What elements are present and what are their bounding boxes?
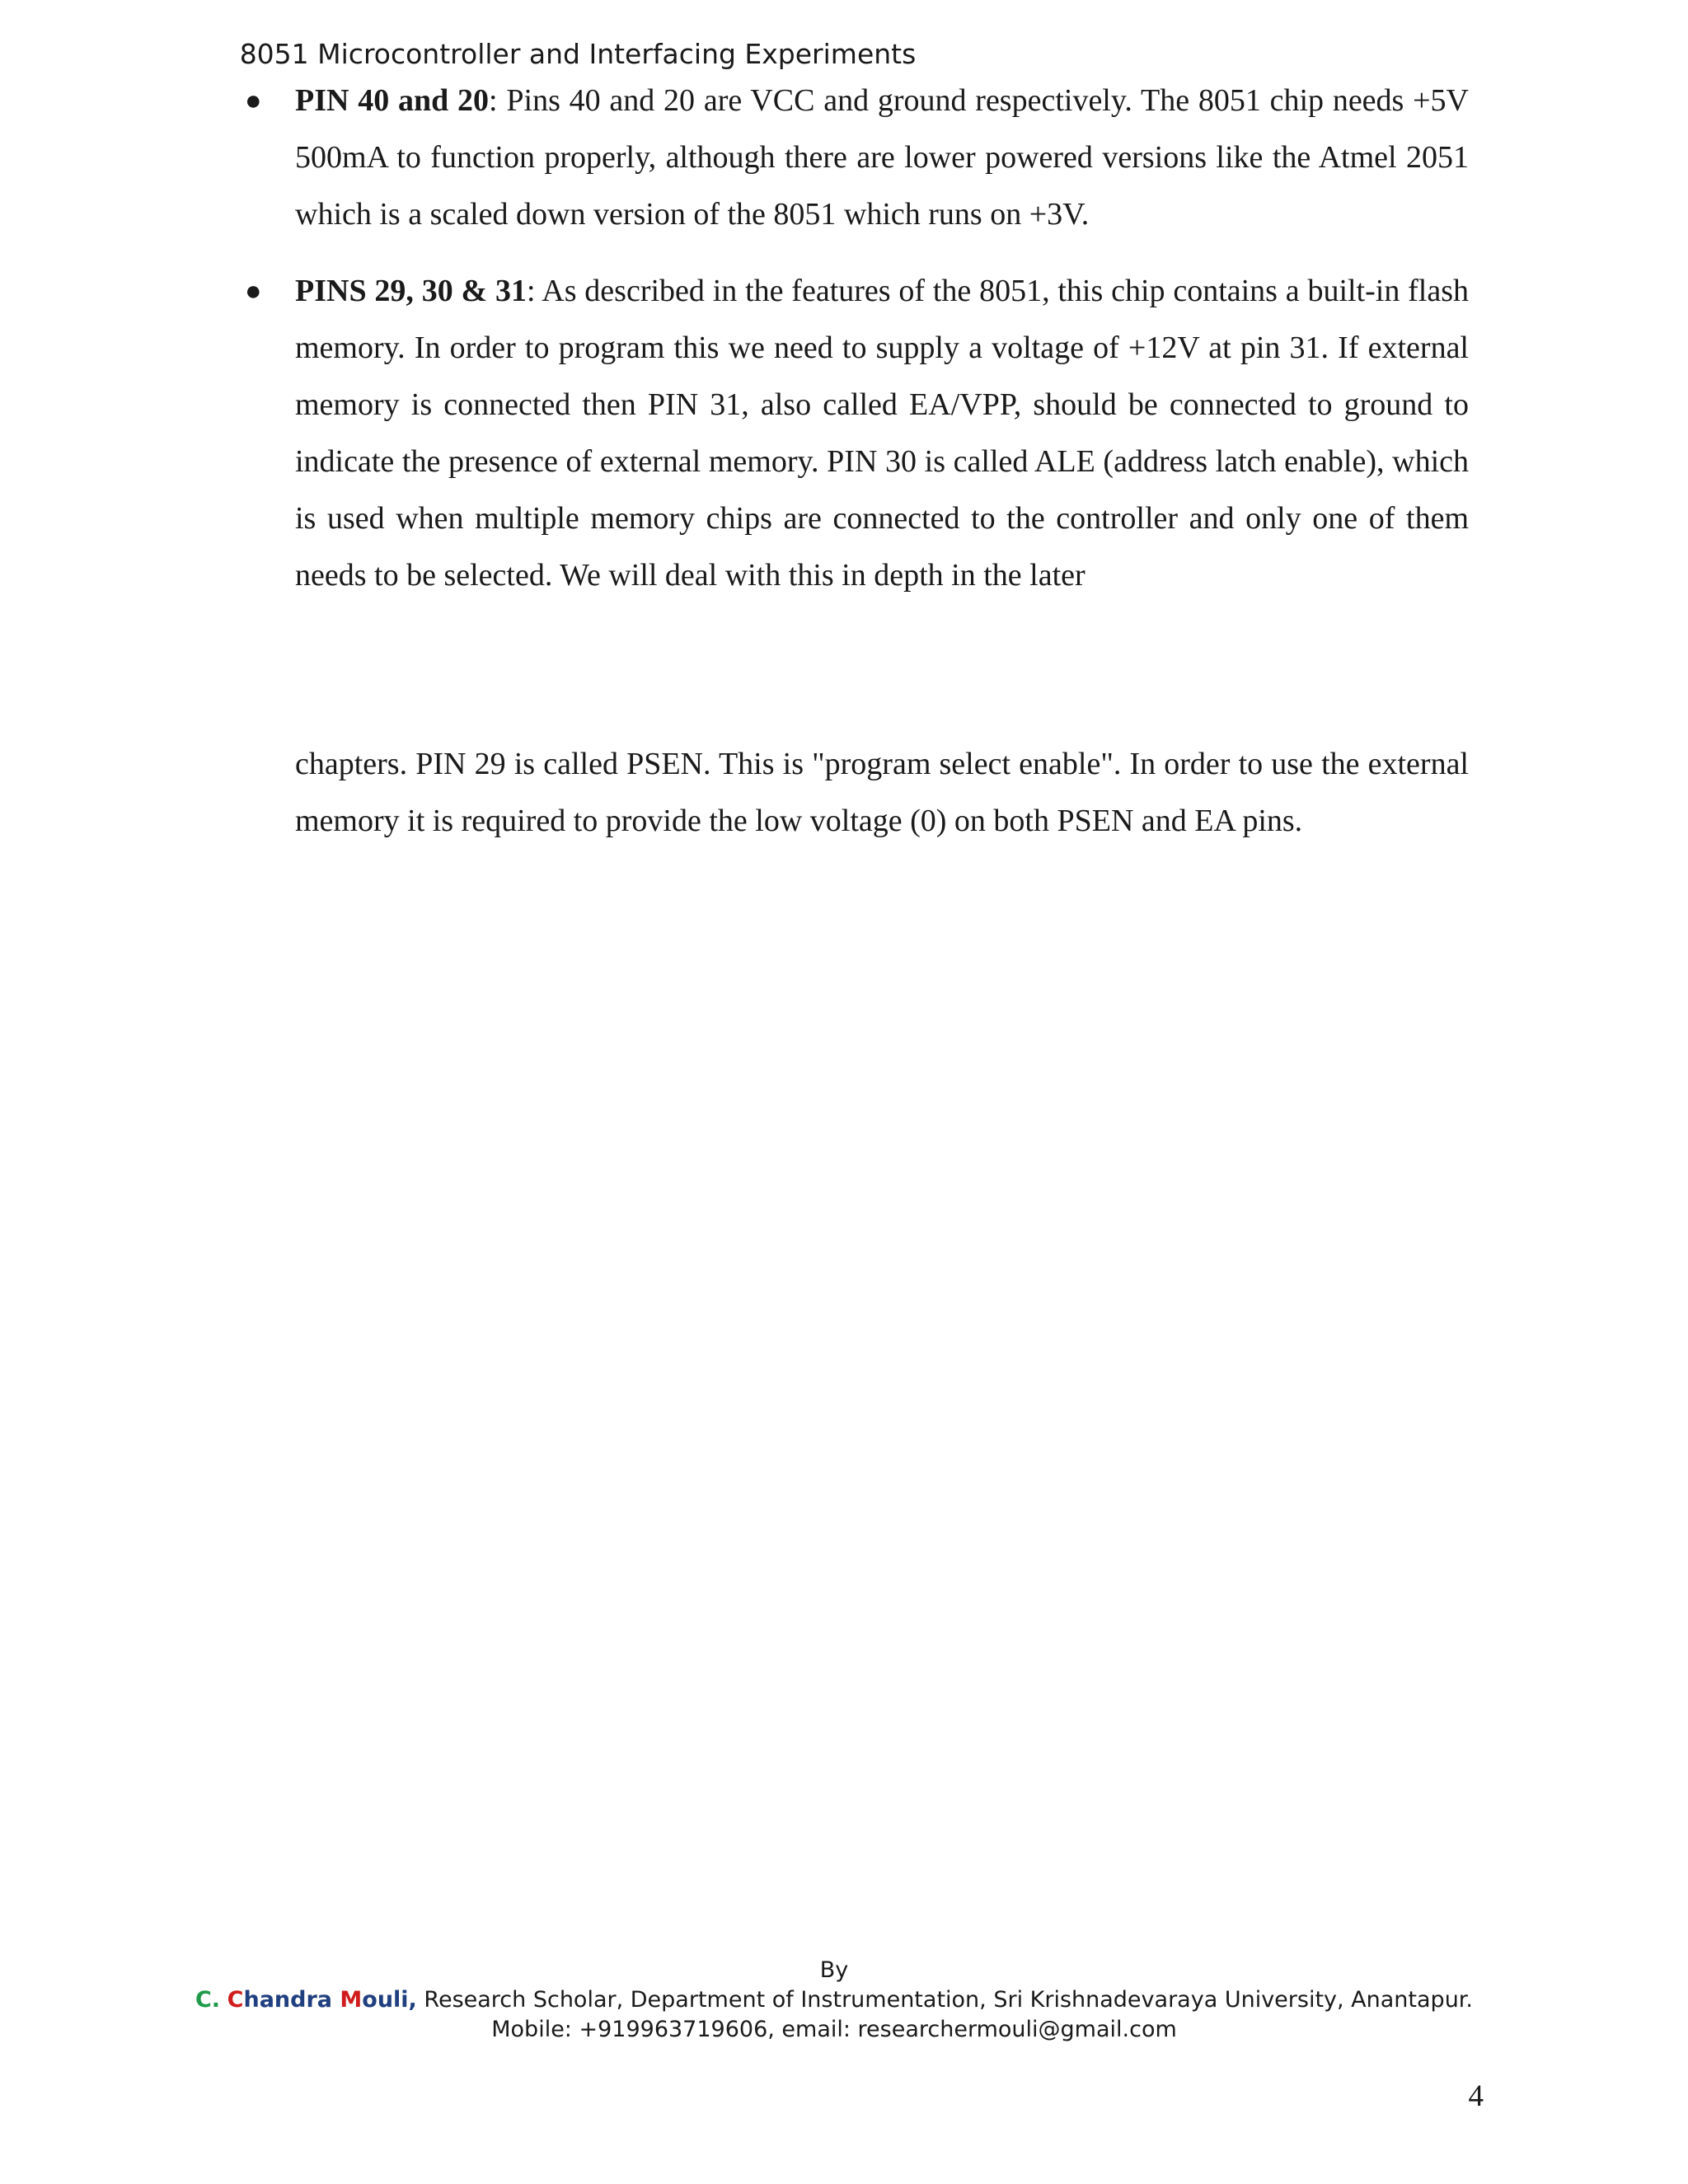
page-number: 4 [1468, 2079, 1484, 2113]
author-affiliation: Research Scholar, Department of Instrumentation, Sri Krishnadevaraya University, Anantapur. [416, 1987, 1474, 2013]
footer-by: By [819, 1957, 849, 1983]
author-last-letter: M [340, 1987, 363, 2013]
page-header-title: 8051 Microcontroller and Interfacing Experiments [239, 38, 917, 70]
bullet-item-pin-40-20 [245, 73, 1469, 243]
bullet-item-pins-29-30-31 [245, 263, 1470, 604]
footer-contact: Mobile: +919963719606, email: researchermouli@gmail.com [491, 2017, 1177, 2042]
bullet-dot-icon: ● [245, 86, 262, 116]
author-initial: C. [195, 1987, 221, 2013]
bullet-term: PIN 40 and 20 [295, 83, 490, 118]
page-footer [0, 1956, 1668, 2045]
bullet-term: PINS 29, 30 & 31 [295, 274, 527, 308]
bullet-text: : Pins 40 and 20 are VCC and ground respectively. The 8051 chip needs +5V 500mA to function properly, although there are lower powered versions like the Atmel 2051 which is a scaled down version of the 8051 which runs on +3V. [295, 83, 1469, 232]
author-last-rest: ouli, [362, 1987, 417, 2013]
author-first-rest: handra [243, 1987, 340, 2013]
author-first-letter: C [227, 1987, 244, 2013]
bullet-text: : As described in the features of the 8051, this chip contains a built-in flash memory. In order to program this we need to supply a voltage of +12V at pin 31. If external memory is connected then PIN 31, also called EA/VPP, should be connected to ground to indicate the presence of external memory. PIN 30 is called ALE (address latch enable), which is used when multiple memory chips are connected to the controller and only one of them needs to be selected. We will deal with this in depth in the later [295, 274, 1470, 593]
continuation-paragraph: chapters. PIN 29 is called PSEN. This is "program select enable". In order to use the external memory it is required to provide the low voltage (0) on both PSEN and EA pins. [295, 747, 1469, 838]
bullet-dot-icon: ● [245, 276, 262, 307]
document-body [245, 73, 1470, 850]
footer-author-line [0, 1985, 1668, 2015]
